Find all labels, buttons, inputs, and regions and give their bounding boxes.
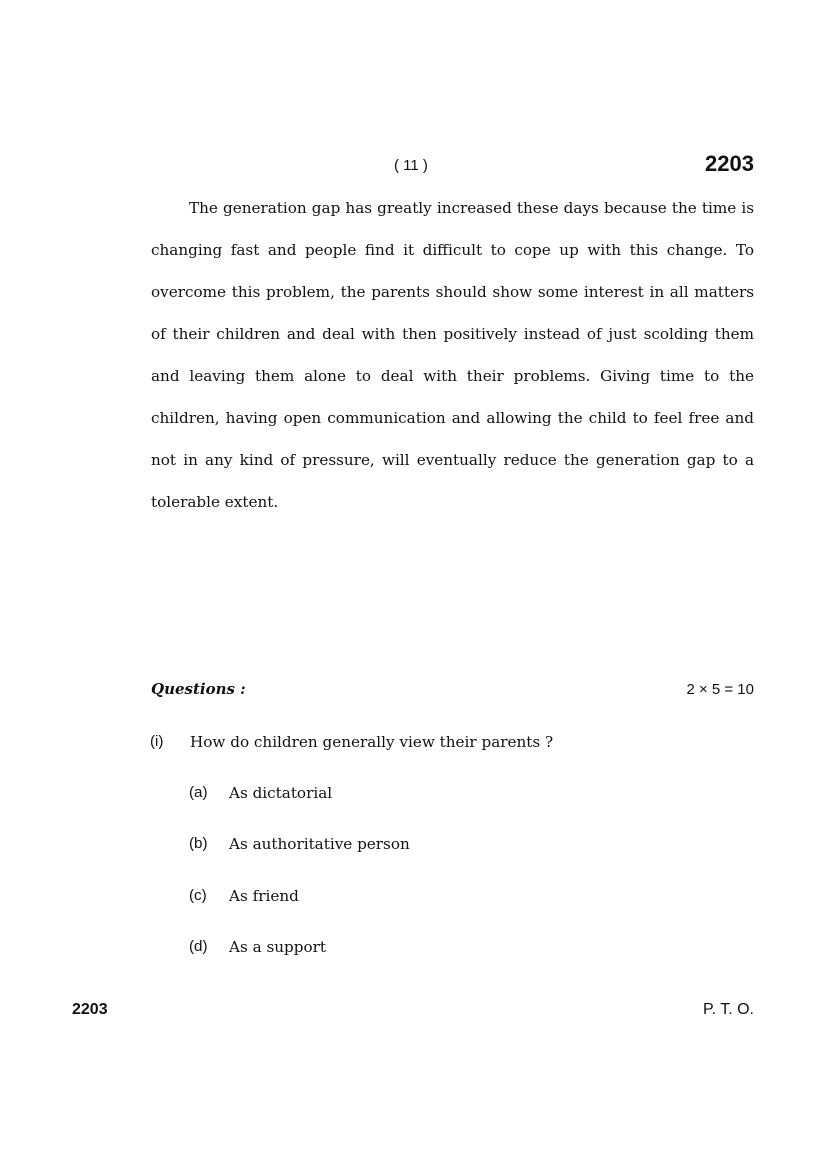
paper-code-footer: 2203	[72, 1001, 108, 1018]
page-number: ( 11 )	[394, 157, 428, 174]
passage-paragraph: The generation gap has greatly increased these days because the time is changing fast and people find it difficult to cope up with this change. To overcome this problem, the parents should show some interest in all matters of their children and deal with then positively instead of just scolding them and leaving them alone to deal with their problems. Giving time to the children, having open communication and allowing the child to feel free and not in any kind of pressure, will eventually reduce the generation gap to a tolerable extent.	[151, 199, 754, 511]
option-label: (d)	[189, 938, 208, 955]
option-text: As authoritative person	[229, 835, 410, 853]
option-text: As friend	[229, 887, 299, 905]
option-label: (a)	[189, 784, 208, 801]
option-text: As a support	[229, 938, 326, 956]
pto-note: P. T. O.	[703, 1001, 754, 1018]
marks-allocation: 2 × 5 = 10	[686, 681, 754, 698]
questions-heading: Questions :	[151, 680, 246, 698]
question-text: How do children generally view their parents ?	[190, 733, 554, 751]
option-label: (b)	[189, 835, 208, 852]
question-number: (i)	[150, 733, 164, 750]
option-label: (c)	[189, 887, 207, 904]
option-text: As dictatorial	[229, 784, 333, 802]
paper-code-header: 2203	[705, 151, 754, 176]
